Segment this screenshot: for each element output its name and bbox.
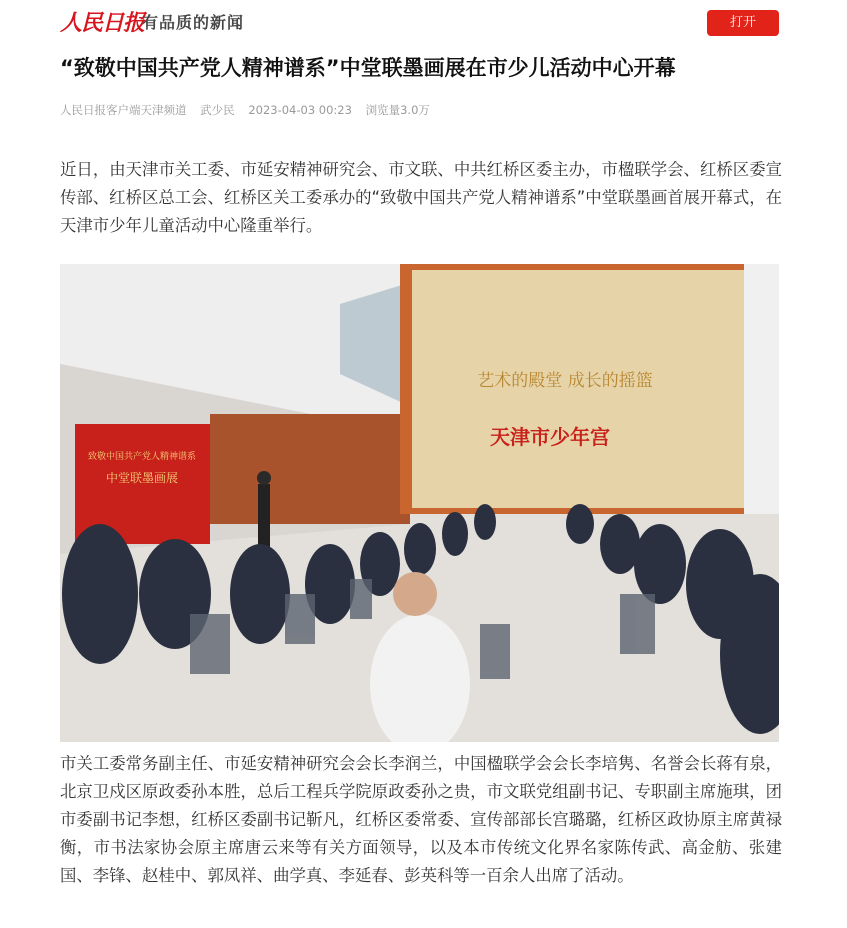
event-photo[interactable]: [60, 264, 779, 742]
banner-text-line1: 致敬中国共产党人精神谱系: [87, 452, 197, 462]
wall-slogan: 艺术的殿堂 成长的摇篮: [477, 371, 653, 391]
wall-sign: 天津市少年宫: [490, 425, 610, 449]
right-pillar: [744, 264, 779, 514]
article-source[interactable]: 人民日报客户端天津频道: [60, 103, 187, 117]
top-bar: [0, 0, 847, 46]
article-title: “致敬中国共产党人精神谱系”中堂联墨画展在市少儿活动中心开幕: [60, 56, 676, 80]
article-datetime: 2023-04-03 00:23: [248, 103, 352, 117]
event-photo-illustration: [60, 264, 779, 742]
speaker-head: [257, 471, 271, 485]
tagline: 有品质的新闻: [142, 13, 245, 32]
front-attendee-head: [393, 572, 437, 616]
people-daily-logo[interactable]: 人民日报: [60, 10, 145, 36]
open-app-button[interactable]: 打开: [707, 10, 779, 36]
speaker: [258, 484, 270, 554]
article-meta: [60, 102, 440, 118]
article-paragraph: 市关工委常务副主任、市延安精神研究会会长李润兰，中国楹联学会会长李培隽、名誉会长蒋有泉，北京卫戍区原政委孙本胜，总后工程兵学院原政委孙之贵，市文联党组副书记、专职副主席施琪，团市委副书记李想，红桥区委副书记靳凡，红桥区委常委、宣传部部长宫璐璐，红桥区政协原主席黄禄衡，市书法家协会原主席唐云来等有关方面领导，以及本市传统文化界名家陈传武、高金舫、张建国、李锋、赵桂中、郭凤祥、曲学真、李延春、彭英科等一百余人出席了活动。: [60, 754, 782, 885]
article-author: 武少民: [200, 103, 235, 117]
wood-wall: [210, 414, 410, 524]
article-paragraph: 近日，由天津市关工委、市延安精神研究会、市文联、中共红桥区委主办，市楹联学会、红桥区委宣传部、红桥区总工会、红桥区关工委承办的“致敬中国共产党人精神谱系”中堂联墨画首展开幕式，在天津市少年儿童活动中心隆重举行。: [60, 160, 782, 235]
banner-text-line2: 中堂联墨画展: [105, 471, 179, 485]
article-views: 浏览量3.0万: [365, 103, 430, 117]
